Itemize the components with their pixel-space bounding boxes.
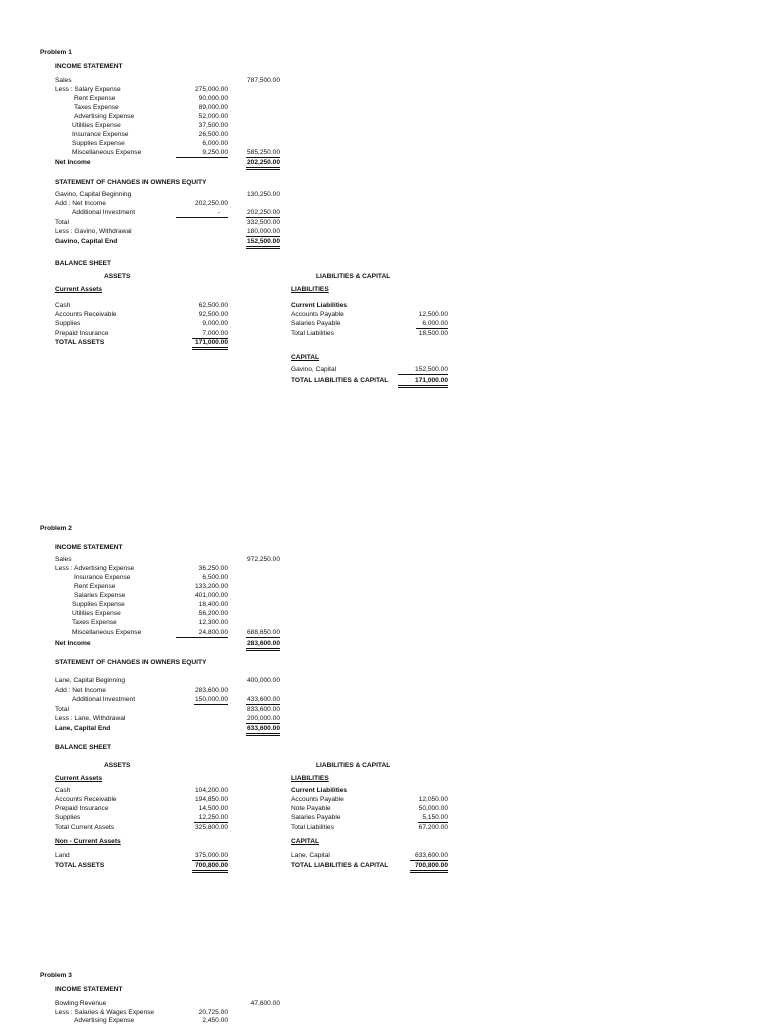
underline [194, 704, 228, 705]
double-underline [246, 169, 280, 170]
underline [176, 157, 228, 158]
underline [418, 822, 448, 823]
expense-label: Advertising Expense [74, 113, 135, 120]
equity-heading: STATEMENT OF CHANGES IN OWNERS EQUITY [55, 179, 207, 186]
liability-amount: 5,150.00 [422, 814, 448, 821]
asset-label: Cash [55, 302, 71, 309]
equity-label: Gavino, Capital Beginning [55, 191, 132, 198]
equity-amount: 150,000.00 [194, 696, 228, 703]
sales-amount: 972,250.00 [246, 556, 280, 563]
net-income-amount: 202,250.00 [246, 159, 280, 166]
income-statement-heading: INCOME STATEMENT [55, 986, 123, 993]
equity-amount: 202,250.00 [194, 200, 228, 207]
expense-amount: 6,500.00 [202, 574, 228, 581]
total-expenses-amount: 688,650.00 [246, 629, 280, 636]
equity-label: Add : Net Income [55, 200, 106, 207]
liabilities-heading: LIABILITIES [291, 286, 329, 293]
equity-label: Additional Investment [72, 696, 136, 703]
expense-amount: 133,200.00 [194, 583, 228, 590]
asset-amount: 7,000.00 [202, 330, 228, 337]
sales-amount: 787,500.00 [246, 77, 280, 84]
total-assets-amount: 171,000.00 [194, 339, 228, 346]
expense-label: Rent Expense [74, 583, 116, 590]
expense-amount: 56,200.00 [198, 610, 228, 617]
asset-amount: 104,200.00 [194, 787, 228, 794]
equity-label: Gavino, Capital End [55, 238, 118, 245]
liability-label: Salaries Payable [291, 320, 341, 327]
liability-amount: 6,000.00 [422, 320, 448, 327]
equity-label: Total [55, 219, 69, 226]
asset-label: Accounts Receivable [55, 311, 117, 318]
total-expenses-amount: 585,250.00 [246, 149, 280, 156]
double-underline [410, 870, 448, 871]
equity-label: Add : Net Income [55, 687, 106, 694]
asset-amount: 9,000.00 [202, 320, 228, 327]
assets-heading: ASSETS [104, 762, 131, 769]
asset-amount: 12,250.00 [198, 814, 228, 821]
double-underline [246, 246, 280, 247]
asset-label: Accounts Receivable [55, 796, 117, 803]
liability-amount: 67,200.00 [418, 824, 448, 831]
total-liabilities-capital-amount: 700,800.00 [414, 862, 448, 869]
sales-label: Sales [55, 77, 72, 84]
liability-amount: 12,050.00 [418, 796, 448, 803]
asset-label: Prepaid Insurance [55, 330, 109, 337]
double-underline [192, 872, 228, 873]
liability-label: Salaries Payable [291, 814, 341, 821]
expense-label: Less : Advertising Expense [55, 565, 135, 572]
expense-label: Insurance Expense [72, 131, 129, 138]
problem-title: Problem 2 [40, 525, 72, 532]
income-statement-heading: INCOME STATEMENT [55, 544, 123, 551]
liabilities-capital-heading: LIABILITIES & CAPITAL [316, 273, 391, 280]
capital-heading: CAPITAL [291, 838, 320, 845]
underline [246, 637, 280, 638]
net-income-amount: 283,600.00 [246, 640, 280, 647]
revenue-amount: 47,600.00 [250, 1000, 280, 1007]
underline [246, 217, 280, 218]
expense-label: Supplies Expense [72, 140, 125, 147]
expense-amount: 6,000.00 [202, 140, 228, 147]
balance-sheet-heading: BALANCE SHEET [55, 260, 112, 267]
underline [398, 374, 448, 375]
double-underline [246, 650, 280, 651]
expense-amount: 9,250.00 [202, 149, 228, 156]
asset-label: Supplies [55, 320, 81, 327]
liability-amount: 50,000.00 [418, 805, 448, 812]
liability-label: Accounts Payable [291, 796, 344, 803]
revenue-label: Bowling Revenue [55, 1000, 107, 1007]
asset-label: Supplies [55, 814, 81, 821]
equity-amount: 433,600.00 [246, 696, 280, 703]
asset-amount: 14,500.00 [198, 805, 228, 812]
underline [246, 723, 280, 724]
liabilities-capital-heading: LIABILITIES & CAPITAL [316, 762, 391, 769]
current-liabilities-heading: Current Liabilities [291, 302, 348, 309]
expense-label: Utilities Expense [72, 122, 121, 129]
equity-label: Lane, Capital End [55, 725, 111, 732]
expense-label: Supplies Expense [72, 601, 125, 608]
underline [246, 704, 280, 705]
equity-label: Lane, Capital Beginning [55, 677, 126, 684]
equity-amount: 633,600.00 [246, 725, 280, 732]
expense-label: Salaries Expense [74, 592, 126, 599]
equity-amount: 283,600.00 [194, 687, 228, 694]
non-current-assets-heading: Non - Current Assets [55, 838, 121, 845]
capital-heading: CAPITAL [291, 354, 320, 361]
liability-label: Total Liabilities [291, 330, 334, 337]
asset-amount: 325,800.00 [194, 824, 228, 831]
underline [192, 860, 228, 861]
asset-amount: 62,500.00 [198, 302, 228, 309]
underline [246, 236, 280, 237]
expense-label: Less : Salaries & Wages Expense [55, 1009, 155, 1016]
double-underline [398, 387, 448, 388]
expense-label: Miscellaneous Expense [72, 149, 142, 156]
equity-label: Less : Gavino, Withdrawal [55, 228, 132, 235]
income-statement-heading: INCOME STATEMENT [55, 63, 123, 70]
equity-amount: 200,000.00 [246, 715, 280, 722]
asset-amount: 92,500.00 [198, 311, 228, 318]
expense-label: Miscellaneous Expense [72, 629, 142, 636]
total-liabilities-capital-label: TOTAL LIABILITIES & CAPITAL [291, 377, 389, 384]
expense-amount: 24,800.00 [198, 629, 228, 636]
current-liabilities-heading: Current Liabilities [291, 787, 348, 794]
liabilities-heading: LIABILITIES [291, 775, 329, 782]
problem-title: Problem 1 [40, 49, 72, 56]
liability-amount: 12,500.00 [418, 311, 448, 318]
expense-amount: 401,000.00 [194, 592, 228, 599]
equity-amount: 332,500.00 [246, 219, 280, 226]
total-assets-label: TOTAL ASSETS [55, 862, 105, 869]
expense-label: Less : Salary Expense [55, 86, 121, 93]
underline [176, 217, 228, 218]
double-underline [246, 735, 280, 736]
expense-amount: 275,000.00 [194, 86, 228, 93]
underline [194, 822, 228, 823]
expense-label: Advertising Expense [74, 1017, 135, 1024]
expense-amount: 52,000.00 [198, 113, 228, 120]
double-underline [192, 347, 228, 348]
land-amount: 375,000.00 [194, 852, 228, 859]
expense-amount: 36,250.00 [198, 565, 228, 572]
net-income-label: Net Income [55, 159, 91, 166]
total-liabilities-capital-label: TOTAL LIABILITIES & CAPITAL [291, 862, 389, 869]
expense-label: Rent Expense [74, 95, 116, 102]
equity-heading: STATEMENT OF CHANGES IN OWNERS EQUITY [55, 659, 207, 666]
capital-amount: 633,600.00 [414, 852, 448, 859]
expense-amount: 2,450.00 [202, 1017, 228, 1024]
double-underline [246, 167, 280, 168]
equity-amount: 180,000.00 [246, 228, 280, 235]
liability-label: Note Payable [291, 805, 331, 812]
expense-amount: 26,500.00 [198, 131, 228, 138]
equity-label: Total [55, 706, 69, 713]
sales-label: Sales [55, 556, 72, 563]
double-underline [246, 648, 280, 649]
expense-amount: 37,500.00 [198, 122, 228, 129]
equity-amount: 202,250.00 [246, 209, 280, 216]
liability-label: Accounts Payable [291, 311, 344, 318]
asset-label: Cash [55, 787, 71, 794]
double-underline [398, 385, 448, 386]
underline [176, 637, 228, 638]
expense-label: Taxes Expense [72, 619, 117, 626]
double-underline [192, 349, 228, 350]
total-assets-label: TOTAL ASSETS [55, 339, 105, 346]
current-assets-heading: Current Assets [55, 286, 103, 293]
equity-label: Less : Lane, Withdrawal [55, 715, 126, 722]
net-income-label: Net Income [55, 640, 91, 647]
double-underline [410, 872, 448, 873]
underline [246, 157, 280, 158]
capital-amount: 152,500.00 [414, 366, 448, 373]
total-liabilities-capital-amount: 171,000.00 [414, 377, 448, 384]
equity-amount: 400,000.00 [246, 677, 280, 684]
double-underline [192, 870, 228, 871]
problem-title: Problem 3 [40, 972, 72, 979]
equity-amount: - [217, 209, 220, 216]
equity-label: Additional Investment [72, 209, 136, 216]
expense-label: Insurance Expense [74, 574, 131, 581]
equity-amount: 152,500.00 [246, 238, 280, 245]
assets-heading: ASSETS [104, 273, 131, 280]
double-underline [246, 733, 280, 734]
double-underline [246, 248, 280, 249]
liability-label: Total Liabilities [291, 824, 334, 831]
capital-label: Lane, Capital [291, 852, 330, 859]
equity-amount: 833,600.00 [246, 706, 280, 713]
underline [410, 860, 448, 861]
expense-amount: 20,725.00 [198, 1009, 228, 1016]
liability-amount: 18,500.00 [418, 330, 448, 337]
balance-sheet-heading: BALANCE SHEET [55, 744, 112, 751]
total-assets-amount: 700,800.00 [194, 862, 228, 869]
underline [416, 328, 448, 329]
expense-label: Utilities Expense [72, 610, 121, 617]
capital-label: Gavino, Capital [291, 366, 337, 373]
current-assets-heading: Current Assets [55, 775, 103, 782]
equity-amount: 130,250.00 [246, 191, 280, 198]
expense-amount: 90,000.00 [198, 95, 228, 102]
asset-label: Prepaid Insurance [55, 805, 109, 812]
asset-amount: 194,850.00 [194, 796, 228, 803]
asset-label: Total Current Assets [55, 824, 115, 831]
expense-amount: 18,400.00 [198, 601, 228, 608]
expense-amount: 12,300.00 [198, 619, 228, 626]
expense-amount: 89,000.00 [198, 104, 228, 111]
land-label: Land [55, 852, 70, 859]
expense-label: Taxes Expense [74, 104, 119, 111]
